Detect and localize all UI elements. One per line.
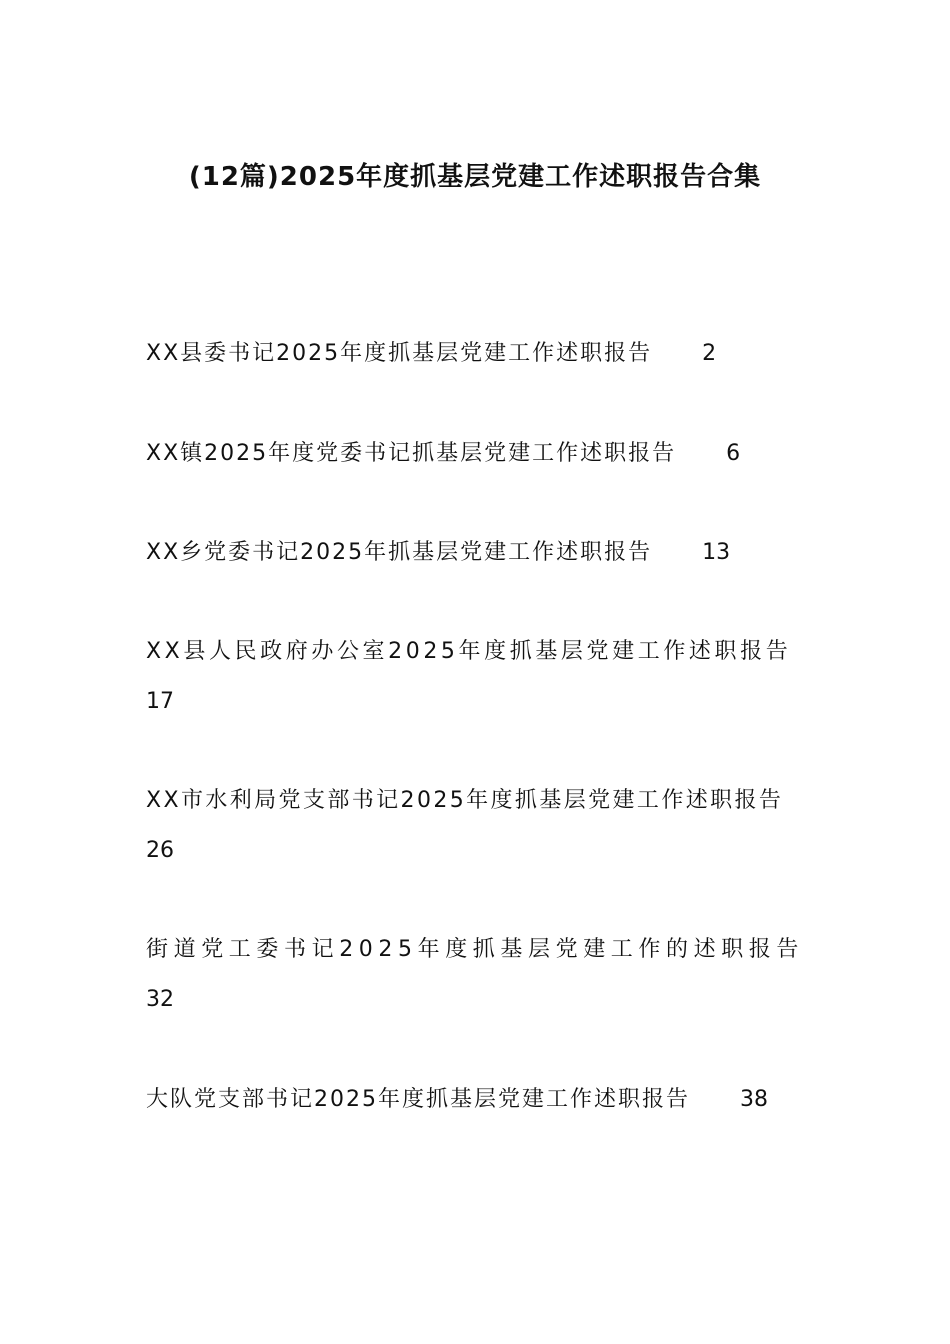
toc-entry-title: XX县人民政府办公室2025年度抓基层党建工作述职报告	[146, 639, 792, 664]
toc-entry[interactable]	[146, 330, 806, 378]
toc-entry-title: XX乡党委书记2025年抓基层党建工作述职报告	[146, 540, 653, 565]
toc-entry-title: 大队党支部书记2025年度抓基层党建工作述职报告	[146, 1087, 690, 1112]
toc-entry-title: XX市水利局党支部书记2025年度抓基层党建工作述职报告	[146, 788, 784, 813]
toc-entry[interactable]	[146, 777, 806, 877]
document-title: (12篇)2025年度抓基层党建工作述职报告合集	[188, 162, 762, 192]
toc-entry-page: 38	[740, 1087, 768, 1112]
toc-entry-page: 13	[702, 540, 731, 565]
toc-entry[interactable]	[146, 926, 806, 1026]
toc-entry-page: 17	[146, 689, 174, 714]
toc-entry[interactable]	[146, 529, 806, 577]
toc-entry-page: 6	[726, 441, 741, 466]
toc-entry-title: XX县委书记2025年度抓基层党建工作述职报告	[146, 341, 653, 366]
toc-entry-title: 街道党工委书记2025年度抓基层党建工作的述职报告	[146, 937, 804, 962]
toc-entry[interactable]	[146, 628, 806, 728]
toc-entry[interactable]	[146, 1076, 806, 1124]
toc-entry-title: XX镇2025年度党委书记抓基层党建工作述职报告	[146, 441, 677, 466]
toc-entry-page: 2	[702, 341, 717, 366]
toc-entry-page: 32	[146, 987, 174, 1012]
toc-entry[interactable]	[146, 430, 806, 478]
toc-entry-page: 26	[146, 838, 174, 863]
